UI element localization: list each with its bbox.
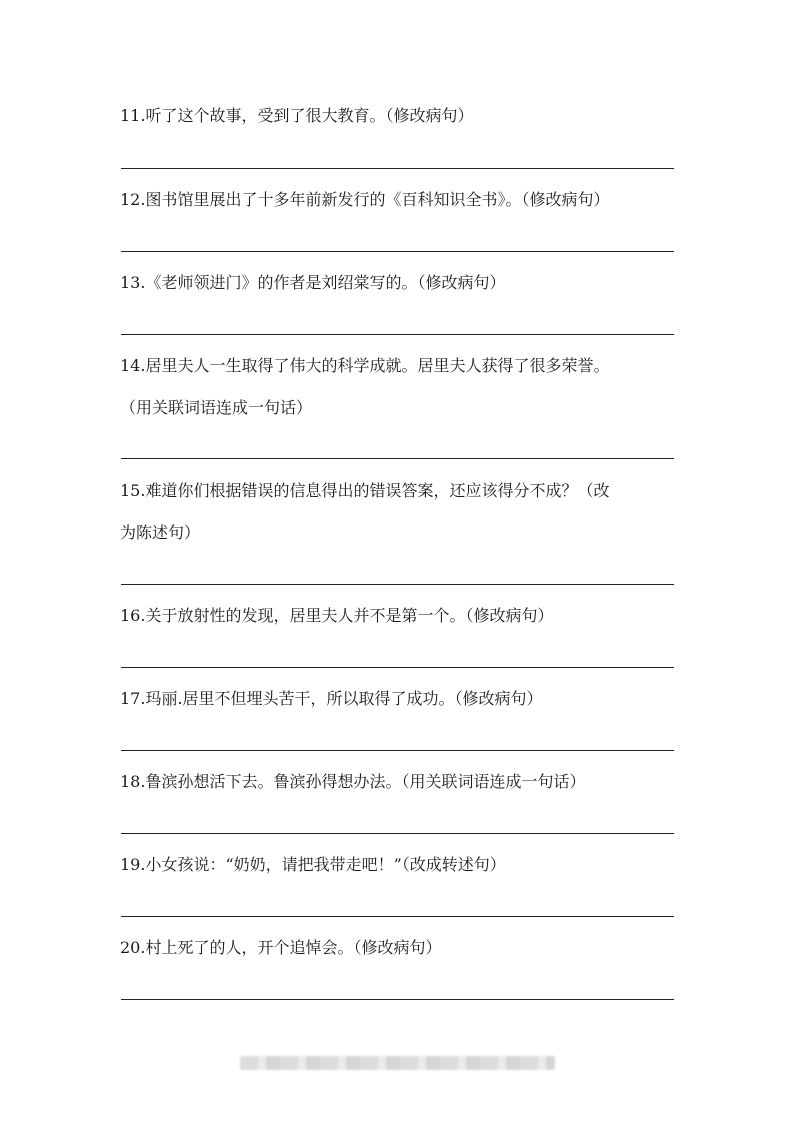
question-15 <box>120 470 680 554</box>
question-text: 13.《老师领进门》的作者是刘绍棠写的。（修改病句） <box>120 273 506 292</box>
answer-line-13[interactable] <box>121 334 674 335</box>
question-14 <box>120 345 680 429</box>
answer-line-19[interactable] <box>121 916 674 917</box>
answer-line-11[interactable] <box>121 168 674 169</box>
question-12 <box>120 179 680 221</box>
question-17 <box>120 678 680 720</box>
question-16 <box>120 595 680 637</box>
answer-line-20[interactable] <box>121 999 674 1000</box>
question-text-continued: 为陈述句） <box>120 523 201 542</box>
answer-line-18[interactable] <box>121 833 674 834</box>
answer-line-17[interactable] <box>121 750 674 751</box>
question-text: 16.关于放射性的发现，居里夫人并不是第一个。（修改病句） <box>120 606 554 625</box>
answer-line-15[interactable] <box>121 584 674 585</box>
question-11 <box>120 95 680 137</box>
question-text: 12.图书馆里展出了十多年前新发行的《百科知识全书》。（修改病句） <box>120 190 610 209</box>
question-text: 11.听了这个故事，受到了很大教育。（修改病句） <box>120 106 474 125</box>
question-18 <box>120 761 680 803</box>
blurred-footer-watermark <box>240 1056 555 1070</box>
answer-line-14[interactable] <box>121 458 674 459</box>
question-text: 18.鲁滨孙想活下去。鲁滨孙得想办法。（用关联词语连成一句话） <box>120 772 586 791</box>
question-text: 17.玛丽.居里不但埋头苦干，所以取得了成功。（修改病句） <box>120 689 543 708</box>
question-text: 14.居里夫人一生取得了伟大的科学成就。居里夫人获得了很多荣誉。 <box>120 356 610 375</box>
answer-line-16[interactable] <box>121 667 674 668</box>
question-20 <box>120 927 680 969</box>
question-text: 19.小女孩说：“奶奶，请把我带走吧！”（改成转述句） <box>120 855 506 874</box>
question-text: 20.村上死了的人，开个追悼会。（修改病句） <box>120 938 442 957</box>
answer-line-12[interactable] <box>121 251 674 252</box>
question-19 <box>120 844 680 886</box>
question-13 <box>120 262 680 304</box>
question-text-continued: （用关联词语连成一句话） <box>120 398 313 417</box>
question-text: 15.难道你们根据错误的信息得出的错误答案，还应该得分不成？（改 <box>120 481 610 500</box>
